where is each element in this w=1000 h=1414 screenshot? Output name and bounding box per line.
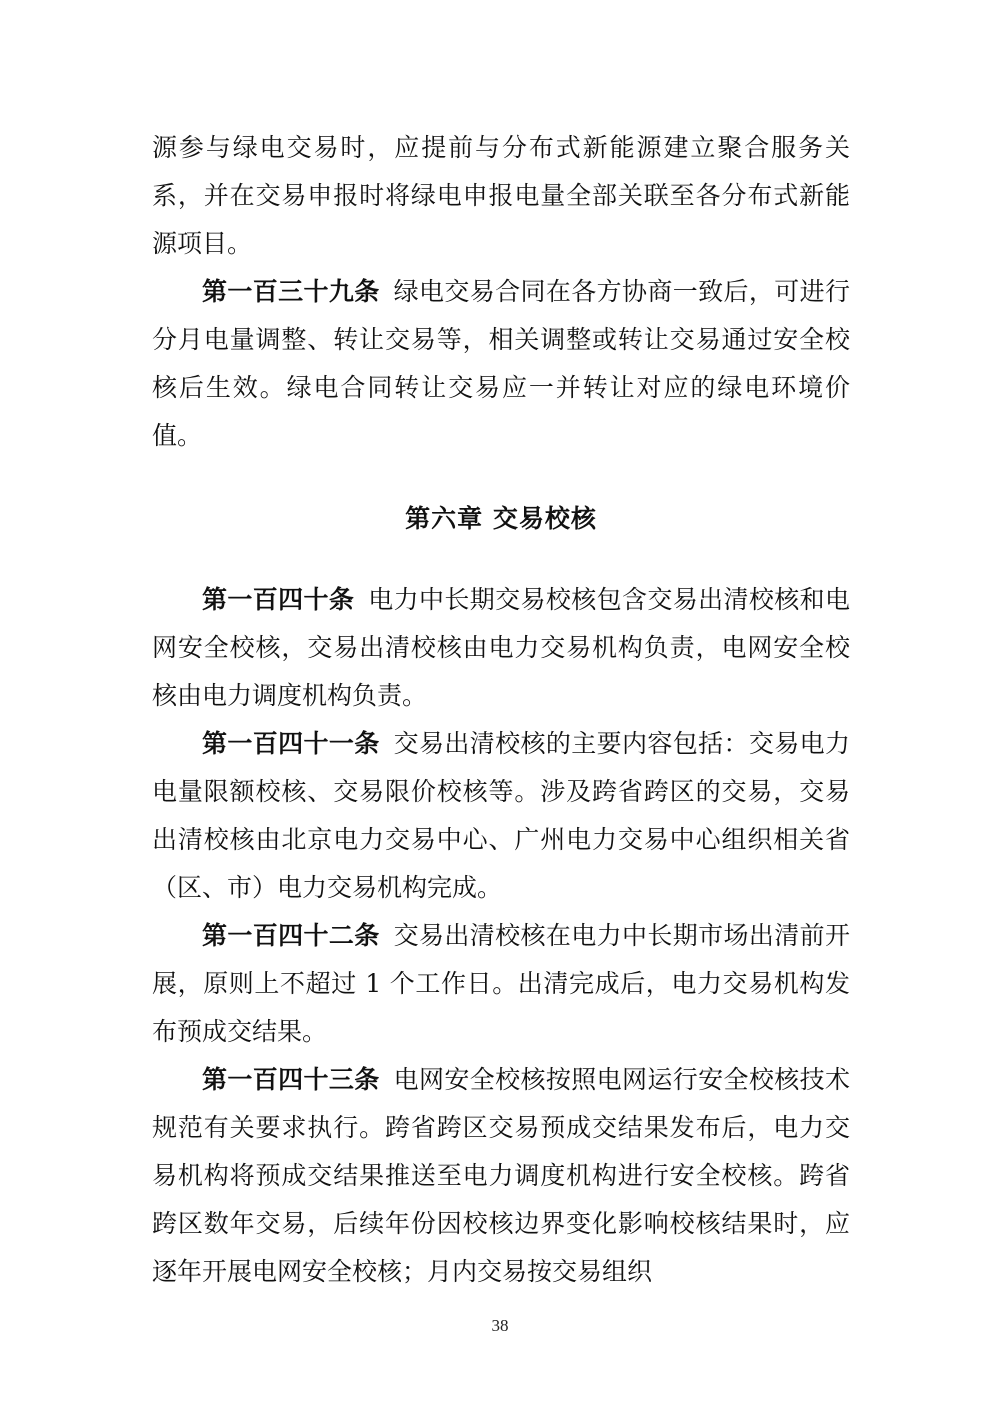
body-text — [152, 124, 850, 1296]
article-number: 第一百四十条 — [202, 585, 355, 614]
article-141 — [152, 720, 850, 912]
article-text: 绿电交易合同在各方协商一致后，可进行分月电量调整、转让交易等，相关调整或转让交易通过安全校核后生效。绿电合同转让交易应一并转让对应的绿电环境价值。 — [152, 277, 850, 450]
article-140 — [152, 576, 850, 720]
article-142 — [152, 912, 850, 1056]
article-139 — [152, 268, 850, 460]
article-number: 第一百四十二条 — [202, 921, 380, 950]
article-text: 电力中长期交易校核包含交易出清校核和电网安全校核，交易出清校核由电力交易机构负责，电网安全校核由电力调度机构负责。 — [152, 585, 850, 710]
article-143 — [152, 1056, 850, 1296]
article-number: 第一百四十三条 — [202, 1065, 380, 1094]
article-number: 第一百四十一条 — [202, 729, 380, 758]
paragraph-text: 源参与绿电交易时，应提前与分布式新能源建立聚合服务关系，并在交易申报时将绿电申报电量全部关联至各分布式新能源项目。 — [152, 133, 850, 258]
article-number: 第一百三十九条 — [202, 277, 380, 306]
chapter-heading: 第六章 交易校核 — [405, 504, 597, 533]
article-text: 电网安全校核按照电网运行安全校核技术规范有关要求执行。跨省跨区交易预成交结果发布后，电力交易机构将预成交结果推送至电力调度机构进行安全校核。跨省跨区数年交易，后续年份因校核边界变化影响校核结果时，应逐年开展电网安全校核；月内交易按交易组织 — [152, 1065, 850, 1286]
paragraph-continuation — [152, 124, 850, 268]
page-number: 38 — [491, 1316, 509, 1335]
article-text: 交易出清校核的主要内容包括：交易电力电量限额校核、交易限价校核等。涉及跨省跨区的交易，交易出清校核由北京电力交易中心、广州电力交易中心组织相关省（区、市）电力交易机构完成。 — [152, 729, 850, 902]
article-text: 交易出清校核在电力中长期市场出清前开展，原则上不超过 1 个工作日。出清完成后，电力交易机构发布预成交结果。 — [152, 921, 850, 1046]
